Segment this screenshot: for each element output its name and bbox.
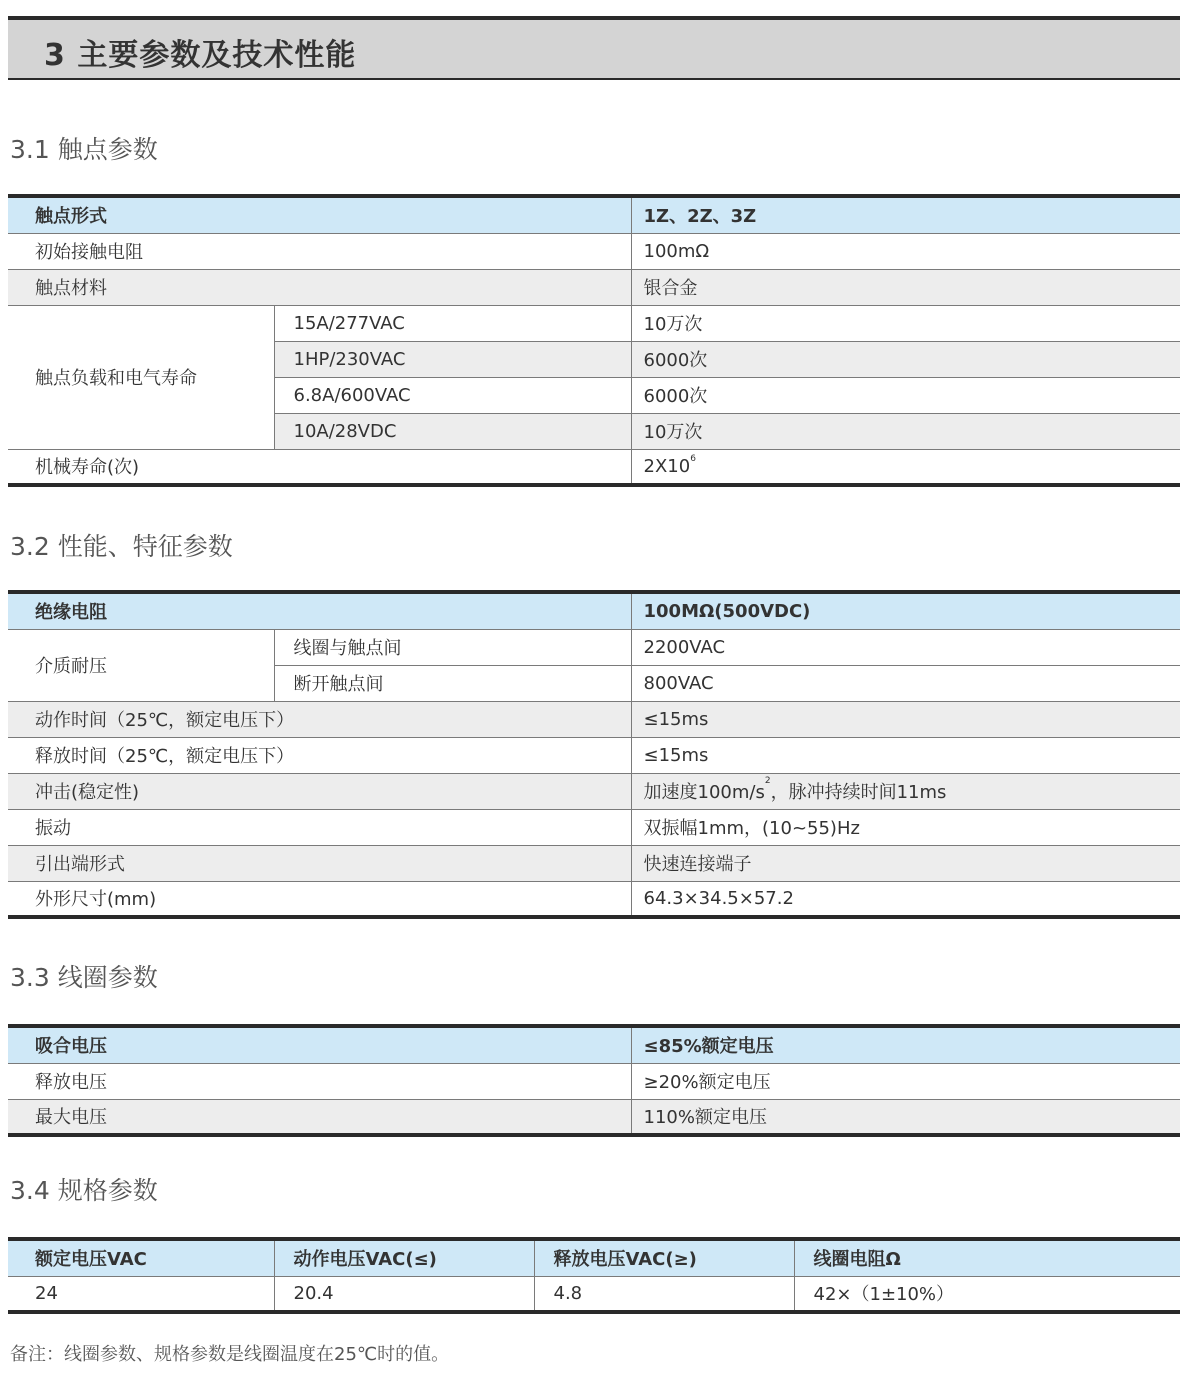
table-header-row [8, 592, 1180, 629]
table-row [8, 629, 1180, 665]
header-label: 触点形式 [8, 196, 631, 233]
page-title: 3 主要参数及技术性能 [44, 38, 357, 73]
row-value: 800VAC [631, 665, 1180, 701]
table-row [8, 773, 1180, 809]
footnote: 备注：线圈参数、规格参数是线圈温度在25℃时的值。 [10, 1344, 450, 1365]
table-row [8, 233, 1180, 269]
cell-rated-voltage: 24 [8, 1276, 274, 1312]
row-value: 双振幅1mm，(10~55)Hz [631, 809, 1180, 845]
table-row [8, 1276, 1180, 1312]
section-title-performance: 3.2 性能、特征参数 [10, 532, 233, 561]
header-coil-resistance: 线圈电阻Ω [794, 1239, 1180, 1276]
row-label: 触点负载和电气寿命 [8, 305, 274, 449]
sub-label: 断开触点间 [274, 665, 631, 701]
value-base: 加速度100m/s [643, 782, 765, 803]
row-label: 最大电压 [8, 1099, 631, 1135]
row-value: 2200VAC [631, 629, 1180, 665]
table-row [8, 305, 1180, 341]
table-row [8, 809, 1180, 845]
load-cell: 15A/277VAC [274, 305, 631, 341]
cell-release-voltage: 4.8 [534, 1276, 794, 1312]
specification-table [8, 1237, 1180, 1314]
table-row [8, 701, 1180, 737]
row-value: 银合金 [631, 269, 1180, 305]
table-header-row [8, 1026, 1180, 1063]
table-row [8, 1099, 1180, 1135]
value-base: 2X10 [643, 455, 691, 477]
row-label: 机械寿命(次) [8, 449, 631, 485]
life-cell: 6000次 [631, 341, 1180, 377]
header-release-voltage: 释放电压VAC(≥) [534, 1239, 794, 1276]
cell-pickup-voltage: 20.4 [274, 1276, 534, 1312]
table-header-row [8, 1239, 1180, 1276]
row-value: ≥20%额定电压 [631, 1063, 1180, 1099]
sub-label: 线圈与触点间 [274, 629, 631, 665]
table-row [8, 881, 1180, 917]
coil-parameters-table [8, 1024, 1180, 1137]
row-label: 动作时间（25℃，额定电压下） [8, 701, 631, 737]
cell-coil-resistance: 42×（1±10%） [794, 1276, 1180, 1312]
row-label: 外形尺寸(mm) [8, 881, 631, 917]
table-row [8, 737, 1180, 773]
value-tail: ，脉冲持续时间11ms [770, 782, 947, 803]
load-cell: 6.8A/600VAC [274, 377, 631, 413]
life-cell: 6000次 [631, 377, 1180, 413]
section-title-contact: 3.1 触点参数 [10, 135, 158, 164]
value-exponent: 6 [690, 453, 696, 464]
row-label: 引出端形式 [8, 845, 631, 881]
page-header [8, 16, 1180, 80]
header-pickup-voltage: 动作电压VAC(≤) [274, 1239, 534, 1276]
row-value: ≤15ms [631, 737, 1180, 773]
row-label: 冲击(稳定性) [8, 773, 631, 809]
row-label: 释放电压 [8, 1063, 631, 1099]
table-row [8, 1063, 1180, 1099]
row-value: 100mΩ [631, 233, 1180, 269]
load-cell: 1HP/230VAC [274, 341, 631, 377]
table-row [8, 845, 1180, 881]
life-cell: 10万次 [631, 413, 1180, 449]
life-cell: 10万次 [631, 305, 1180, 341]
value-exponent: 2 [764, 776, 771, 786]
performance-parameters-table [8, 590, 1180, 919]
row-label: 介质耐压 [8, 629, 274, 701]
header-rated-voltage: 额定电压VAC [8, 1239, 274, 1276]
table-row [8, 269, 1180, 305]
row-value [631, 773, 1180, 809]
row-label: 初始接触电阻 [8, 233, 631, 269]
header-value: 1Z、2Z、3Z [631, 196, 1180, 233]
row-value: 64.3×34.5×57.2 [631, 881, 1180, 917]
row-label: 触点材料 [8, 269, 631, 305]
row-value: 快速连接端子 [631, 845, 1180, 881]
section-title-specification: 3.4 规格参数 [10, 1176, 158, 1205]
header-value: 100MΩ(500VDC) [631, 592, 1180, 629]
header-label: 吸合电压 [8, 1026, 631, 1063]
section-title-coil: 3.3 线圈参数 [10, 963, 158, 992]
header-value: ≤85%额定电压 [631, 1026, 1180, 1063]
row-label: 释放时间（25℃，额定电压下） [8, 737, 631, 773]
header-label: 绝缘电阻 [8, 592, 631, 629]
contact-parameters-table [8, 194, 1180, 487]
row-value: ≤15ms [631, 701, 1180, 737]
load-cell: 10A/28VDC [274, 413, 631, 449]
table-row [8, 449, 1180, 485]
row-label: 振动 [8, 809, 631, 845]
table-header-row [8, 196, 1180, 233]
row-value: 110%额定电压 [631, 1099, 1180, 1135]
row-value [631, 449, 1180, 485]
